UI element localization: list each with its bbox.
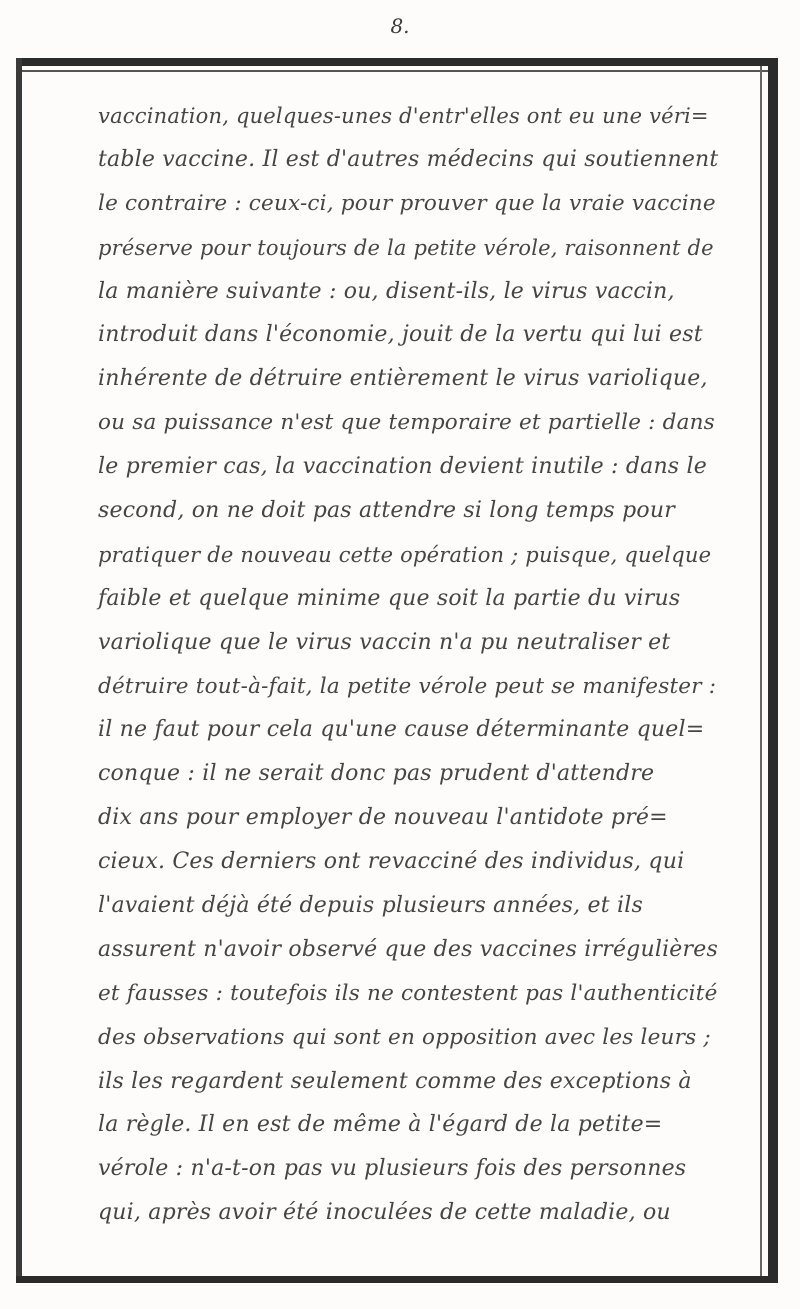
text-line: inhérente de détruire entièrement le virus variolique, (98, 366, 708, 392)
page-border-bottom (16, 1276, 778, 1283)
text-line: dix ans pour employer de nouveau l'antidote pré= (98, 805, 668, 831)
page-border-right (768, 58, 778, 1283)
page-border-top-inner (18, 70, 770, 72)
text-line: faible et quelque minime que soit la partie du virus (98, 585, 681, 611)
text-line: cieux. Ces derniers ont revacciné des individus, qui (98, 849, 685, 875)
text-line: introduit dans l'économie, jouit de la vertu qui lui est (98, 322, 703, 348)
text-line: conque : il ne serait donc pas prudent d'attendre (98, 761, 655, 787)
text-line: vérole : n'a-t-on pas vu plusieurs fois des personnes (98, 1156, 687, 1182)
page-number: 8. (390, 14, 410, 38)
handwritten-text-block (98, 96, 718, 1237)
text-line: vaccination, quelques-unes d'entr'elles ont eu une véri= (98, 104, 709, 128)
text-line: détruire tout-à-fait, la petite vérole peut se manifester : (98, 673, 717, 699)
page-border-left (16, 58, 22, 1283)
text-line: la manière suivante : ou, disent-ils, le virus vaccin, (98, 278, 675, 304)
text-line: il ne faut pour cela qu'une cause déterminante quel= (98, 717, 705, 743)
text-line: le contraire : ceux-ci, pour prouver que la vraie vaccine (98, 190, 716, 216)
text-line: ils les regardent seulement comme des exceptions à (98, 1068, 692, 1094)
text-line: table vaccine. Il est d'autres médecins qui soutiennent (98, 146, 719, 172)
text-line: variolique que le virus vaccin n'a pu neutraliser et (98, 629, 671, 655)
text-line: des observations qui sont en opposition avec les leurs ; (98, 1024, 711, 1050)
text-line: et fausses : toutefois ils ne contestent pas l'authenticité (98, 980, 718, 1006)
text-line: la règle. Il en est de même à l'égard de la petite= (98, 1112, 663, 1138)
text-line: préserve pour toujours de la petite vérole, raisonnent de (98, 235, 714, 260)
text-line: second, on ne doit pas attendre si long temps pour (98, 498, 675, 524)
page-border-top (18, 58, 770, 66)
text-line: le premier cas, la vaccination devient inutile : dans le (98, 454, 707, 480)
text-line: qui, après avoir été inoculées de cette maladie, ou (98, 1200, 671, 1226)
text-line: l'avaient déjà été depuis plusieurs années, et ils (98, 893, 643, 919)
text-line: assurent n'avoir observé que des vaccines irrégulières (98, 936, 718, 962)
text-line: pratiquer de nouveau cette opération ; puisque, quelque (98, 542, 712, 567)
text-line: ou sa puissance n'est que temporaire et partielle : dans (98, 410, 715, 436)
page-border-right-inner (760, 66, 762, 1278)
